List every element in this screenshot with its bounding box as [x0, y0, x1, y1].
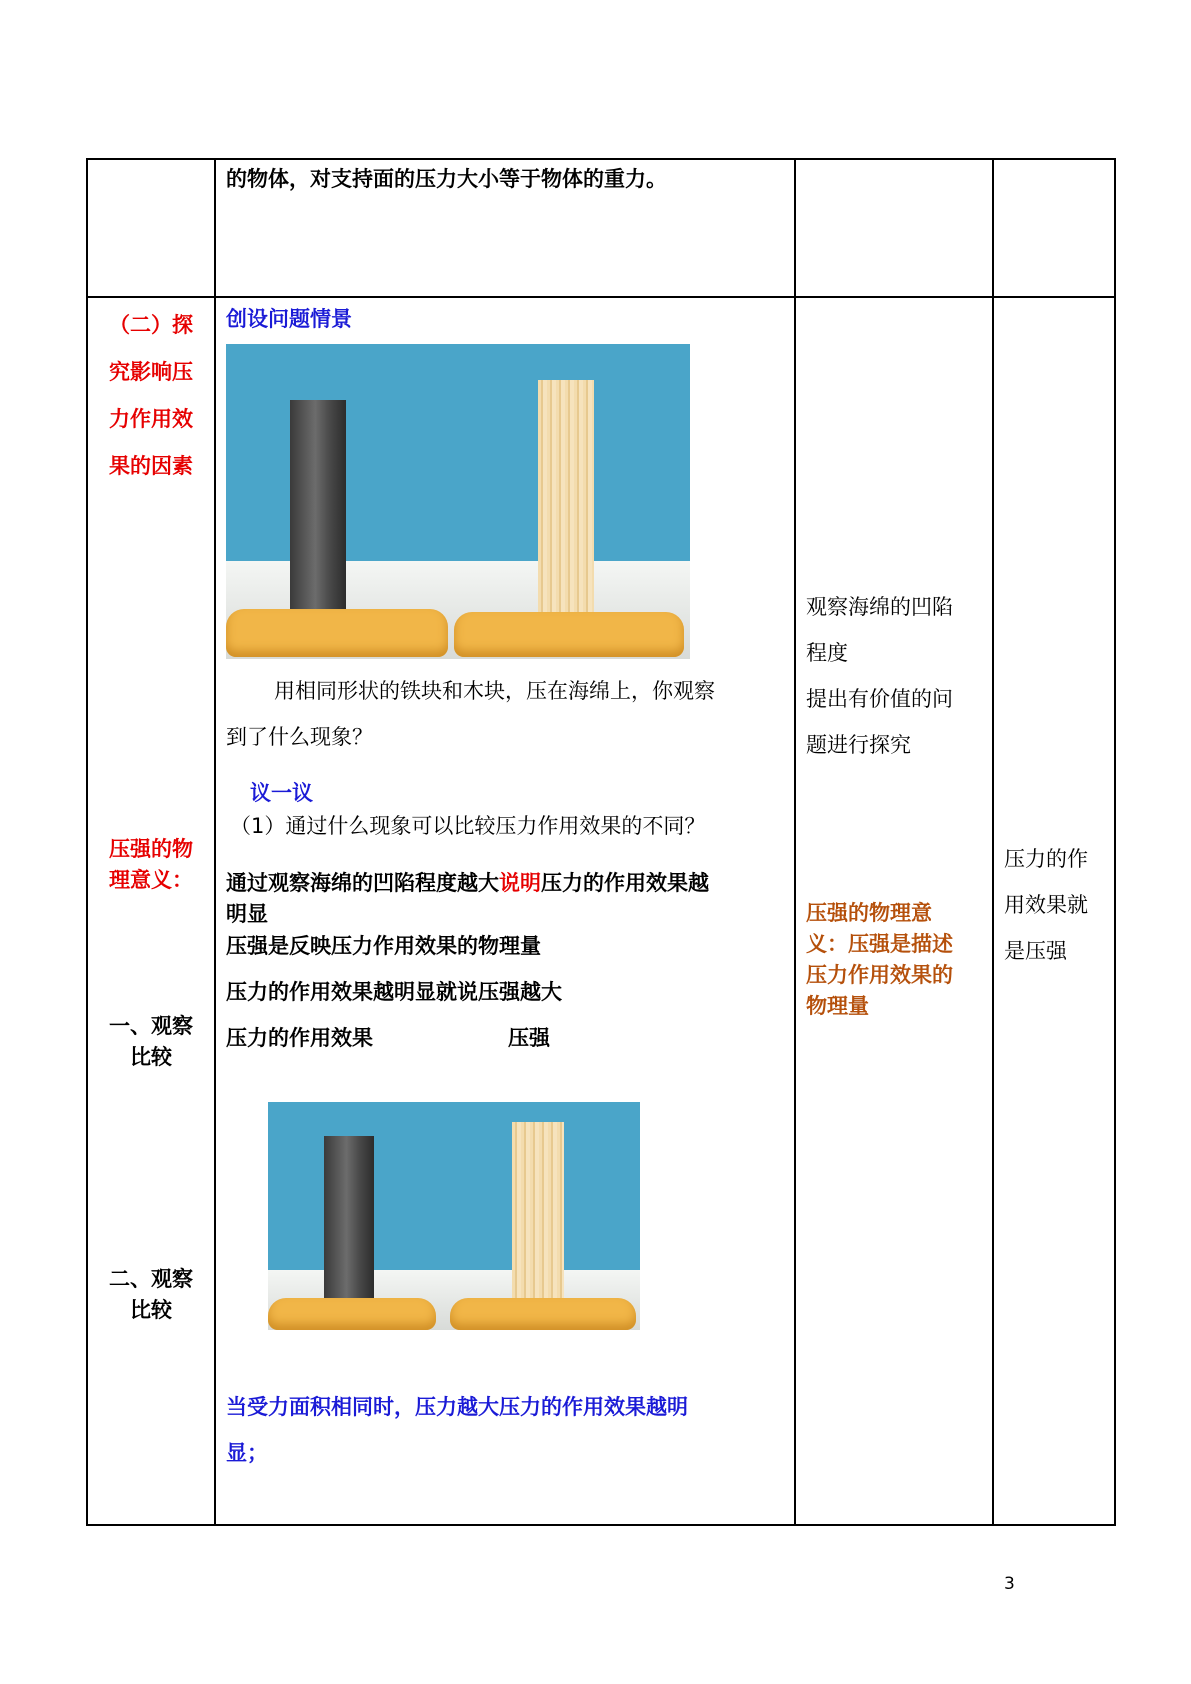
label-line: 二、观察	[109, 1267, 193, 1291]
note-line: 压力的作	[1004, 847, 1088, 871]
conclusion-line: 显；	[226, 1441, 268, 1465]
conclusion-line: 当受力面积相同时，压力越大压力的作用效果越明	[226, 1395, 688, 1419]
label-line: 比较	[130, 1298, 172, 1322]
section-title-line: 力作用效	[109, 407, 193, 431]
question-line: 到了什么现象？	[226, 725, 373, 749]
row1-col4-cell	[993, 159, 1115, 297]
sponge-icon	[454, 612, 684, 657]
meaning-line: 压力作用效果的	[806, 963, 953, 987]
sponge-icon	[450, 1298, 636, 1330]
label-line: 理意义：	[109, 868, 193, 892]
activity-line: 提出有价值的问	[806, 687, 953, 711]
answer-line	[226, 868, 709, 899]
table-row	[87, 297, 1115, 1525]
statement-line: 压力的作用效果	[226, 1026, 373, 1050]
answer-line: 明显	[226, 902, 268, 926]
activity-text	[806, 584, 953, 768]
row1-col3-cell	[795, 159, 993, 297]
label-observe-compare-1	[88, 1011, 214, 1073]
answer-text: 通过观察海绵的凹陷程度越大	[226, 871, 499, 895]
page-number: 3	[1004, 1574, 1015, 1594]
note-line: 用效果就	[1004, 893, 1088, 917]
iron-block-icon	[290, 400, 346, 634]
sponge-icon	[226, 609, 448, 657]
meaning-line: 物理量	[806, 994, 869, 1018]
pressure-meaning-text	[806, 898, 953, 1022]
label-line: 压强的物	[109, 837, 193, 861]
row1-text: 的物体，对支持面的压力大小等于物体的重力。	[226, 167, 667, 191]
row2-col3-cell	[795, 297, 993, 1525]
label-line: 比较	[130, 1045, 172, 1069]
note-text	[1004, 836, 1088, 974]
note-line: 是压强	[1004, 939, 1067, 963]
row2-col1-cell	[87, 297, 215, 1525]
row1-col2-cell	[215, 159, 795, 297]
answer-text: 压力的作用效果越	[541, 871, 709, 895]
statement-line: 压强是反映压力作用效果的物理量	[226, 934, 541, 958]
label-pressure-meaning	[88, 834, 214, 896]
wood-block-icon	[512, 1122, 564, 1310]
question-line: 用相同形状的铁块和木块，压在海绵上，你观察	[274, 679, 715, 703]
meaning-line: 义：压强是描述	[806, 932, 953, 956]
section-title	[88, 302, 214, 490]
activity-line: 题进行探究	[806, 733, 911, 757]
iron-block-icon	[324, 1136, 374, 1320]
section-title-line: 究影响压	[109, 360, 193, 384]
discuss-question: （1）通过什么现象可以比较压力作用效果的不同？	[230, 814, 706, 838]
section-title-line: （二）探	[109, 313, 193, 337]
label-observe-compare-2	[88, 1264, 214, 1326]
label-line: 一、观察	[109, 1014, 193, 1038]
lesson-table	[86, 158, 1116, 1526]
photo-iron-wood-on-sponge	[226, 344, 690, 659]
activity-line: 观察海绵的凹陷	[806, 595, 953, 619]
sponge-icon	[268, 1298, 436, 1330]
photo-iron-wood-on-sponge	[268, 1102, 640, 1330]
row2-col4-cell	[993, 297, 1115, 1525]
statement-line: 压强	[508, 1026, 550, 1050]
activity-line: 程度	[806, 641, 848, 665]
row1-col1-cell	[87, 159, 215, 297]
section-title-line: 果的因素	[109, 454, 193, 478]
meaning-line: 压强的物理意	[806, 901, 932, 925]
row2-col2-cell	[215, 297, 795, 1525]
wood-block-icon	[538, 380, 594, 628]
discuss-heading: 议一议	[250, 781, 313, 805]
table-row	[87, 159, 1115, 297]
answer-highlight: 说明	[499, 871, 541, 895]
heading-problem-scenario: 创设问题情景	[226, 307, 352, 331]
statement-line: 压力的作用效果越明显就说压强越大	[226, 980, 562, 1004]
